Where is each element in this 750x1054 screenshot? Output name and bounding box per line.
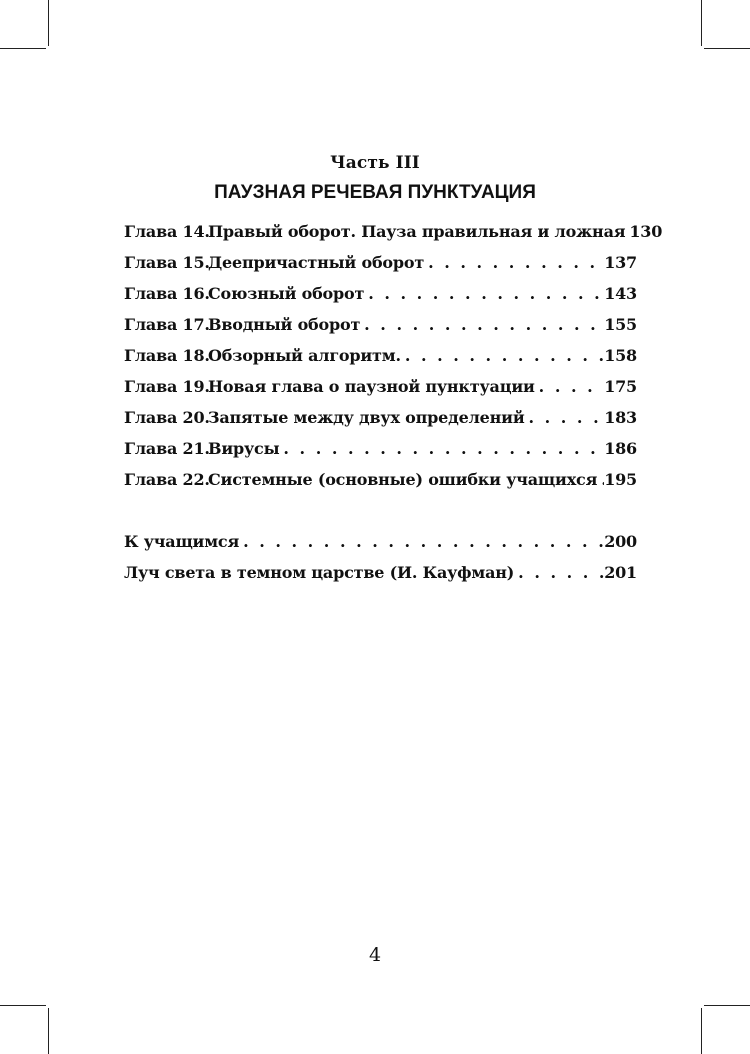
chapter-label: Глава 22. — [124, 470, 210, 489]
page-ref: 201 — [604, 563, 637, 582]
chapter-title: Правый оборот. Пауза правильная и ложная — [208, 222, 626, 241]
page-ref: 183 — [604, 408, 637, 427]
crop-mark-top-right-vertical — [701, 0, 702, 46]
toc-entry[interactable] — [124, 433, 637, 464]
chapter-title: Вводный оборот — [208, 315, 361, 334]
page-ref: 130 — [629, 222, 663, 241]
toc-entry[interactable] — [124, 557, 637, 588]
toc-entry[interactable] — [124, 309, 637, 340]
chapter-label: Глава 18. — [124, 346, 210, 365]
page-ref: 200 — [604, 532, 637, 551]
dot-leader — [364, 278, 604, 309]
toc-entry[interactable] — [124, 371, 637, 402]
toc-entry[interactable] — [124, 340, 637, 371]
dot-leader — [525, 402, 605, 433]
page-ref: 143 — [604, 284, 637, 303]
crop-mark-top-left-vertical — [48, 0, 49, 46]
chapter-label: Глава 16. — [124, 284, 210, 303]
chapter-label: Глава 21. — [124, 439, 210, 458]
chapter-label: Глава 20. — [124, 408, 210, 427]
chapter-label: Глава 17. — [124, 315, 210, 334]
crop-mark-bottom-right-horizontal — [704, 1005, 750, 1006]
crop-mark-bottom-right-vertical — [701, 1008, 702, 1054]
toc-entry[interactable] — [124, 216, 663, 247]
page-ref: 175 — [604, 377, 637, 396]
toc-entry[interactable] — [124, 247, 637, 278]
dot-leader — [424, 247, 604, 278]
toc-entry[interactable] — [124, 526, 637, 557]
page-number: 4 — [368, 944, 382, 966]
toc-entry[interactable] — [124, 464, 637, 495]
chapter-label: Глава 15. — [124, 253, 210, 272]
entry-title: К учащимся — [124, 532, 240, 551]
crop-mark-bottom-left-horizontal — [0, 1005, 46, 1006]
dot-leader — [514, 557, 604, 588]
chapter-title: Деепричастный оборот — [208, 253, 425, 272]
toc-entry[interactable] — [124, 278, 637, 309]
chapter-title: Союзный оборот — [208, 284, 365, 303]
chapter-title: Новая глава о паузной пунктуации — [208, 377, 535, 396]
extras-list — [124, 526, 637, 588]
toc-entry[interactable] — [124, 402, 637, 433]
dot-leader — [401, 340, 604, 371]
chapter-label: Глава 14. — [124, 222, 210, 241]
section-title: ПАУЗНАЯ РЕЧЕВАЯ ПУНКТУАЦИЯ — [214, 182, 536, 203]
page-ref: 155 — [604, 315, 637, 334]
page-ref: 186 — [604, 439, 637, 458]
crop-mark-top-left-horizontal — [0, 48, 46, 49]
dot-leader — [597, 464, 604, 495]
crop-mark-top-right-horizontal — [704, 48, 750, 49]
chapter-title: Системные (основные) ошибки учащихся — [208, 470, 598, 489]
page-ref: 195 — [604, 470, 637, 489]
page-ref: 137 — [604, 253, 637, 272]
chapter-title: Запятые между двух определений — [208, 408, 525, 427]
dot-leader — [360, 309, 604, 340]
crop-mark-bottom-left-vertical — [48, 1008, 49, 1054]
dot-leader — [279, 433, 604, 464]
page-ref: 158 — [604, 346, 637, 365]
chapter-title: Обзорный алгоритм. — [208, 346, 401, 365]
chapter-list — [124, 216, 663, 495]
chapter-title: Вирусы — [208, 439, 280, 458]
entry-title: Луч света в темном царстве (И. Кауфман) — [124, 563, 515, 582]
part-title: Часть III — [330, 153, 420, 173]
dot-leader — [239, 526, 604, 557]
chapter-label: Глава 19. — [124, 377, 210, 396]
dot-leader — [535, 371, 605, 402]
